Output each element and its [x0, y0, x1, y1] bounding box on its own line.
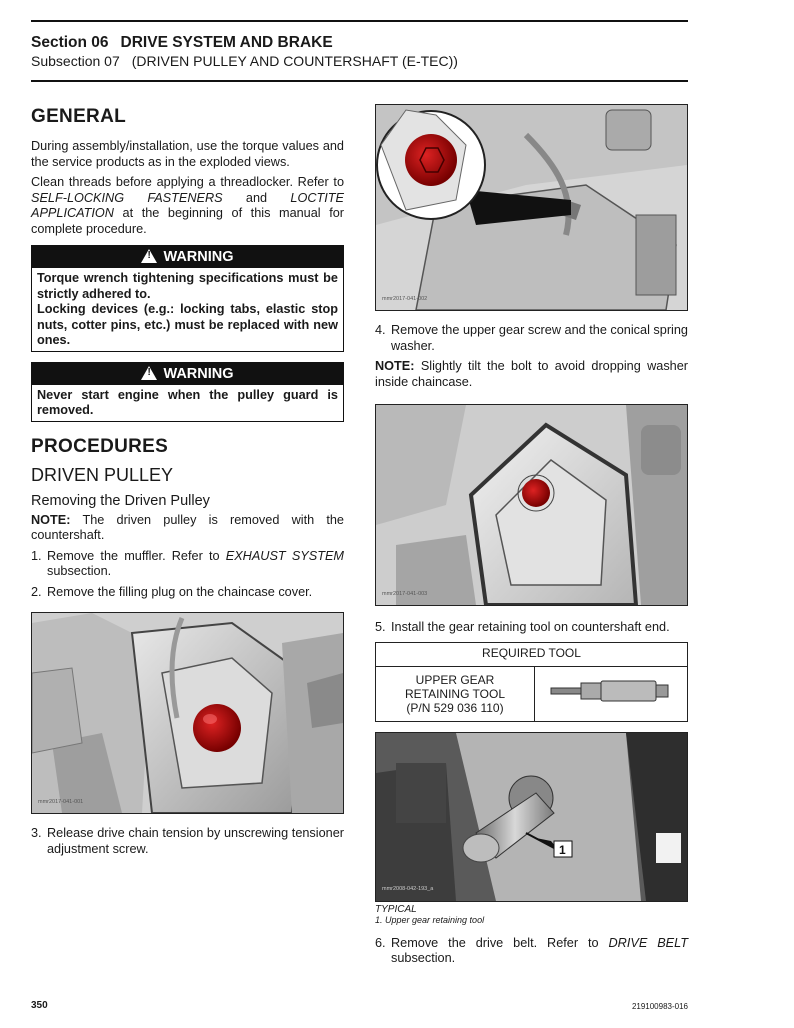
subsection-title: (DRIVEN PULLEY AND COUNTERSHAFT (E-TEC)) [131, 53, 458, 69]
warning-line: Locking devices (e.g.: locking tabs, elastic stop nuts, cotter pins, etc.) must be replaced with new ones. [37, 302, 338, 347]
section-title: DRIVE SYSTEM AND BRAKE [120, 34, 333, 51]
removing-heading: Removing the Driven Pulley [31, 492, 210, 509]
typical-label: TYPICAL [375, 903, 417, 915]
required-tool-table [375, 642, 688, 722]
page-number: 350 [31, 1000, 48, 1011]
warning-triangle-icon [141, 366, 157, 380]
figure-retaining-tool-installed [375, 732, 688, 902]
figure-filling-plug [31, 612, 344, 814]
steps-list-right-2 [375, 620, 688, 636]
figure-code: mmr2008-042-193_a [382, 886, 434, 892]
procedures-heading: PROCEDURES [31, 435, 169, 457]
warning-line: Never start engine when the pulley guard is removed. [37, 387, 338, 417]
document-number: 219100983-016 [631, 1002, 688, 1011]
self-locking-fasteners-link[interactable]: SELF-LOCKING FASTENERS [31, 190, 223, 205]
step-2: 2. Remove the filling plug on the chaincase cover. [31, 584, 313, 599]
warning-body [32, 385, 343, 421]
step-3: 3. Release drive chain tension by unscrewing tensioner adjustment screw. [31, 826, 344, 856]
warning-title: WARNING [163, 365, 234, 382]
figure-code: mmr2017-041-003 [382, 590, 428, 597]
gear-screw-location-illustration [376, 405, 687, 605]
upper-gear-screw-illustration [376, 105, 687, 310]
step-1: 1. Remove the muffler. Refer to EXHAUST SYSTEM subsection. [31, 548, 345, 578]
driven-pulley-heading: DRIVEN PULLEY [31, 464, 174, 485]
exhaust-system-link[interactable]: EXHAUST SYSTEM [225, 548, 345, 563]
drive-belt-link[interactable]: DRIVE BELT [608, 935, 689, 950]
step-6: 6. Remove the drive belt. Refer to DRIVE BELT subsection. [375, 935, 689, 965]
tool-name-cell: UPPER GEAR RETAINING TOOL (P/N 529 036 110) [376, 666, 535, 721]
steps-list [31, 549, 344, 601]
warning-title: WARNING [163, 249, 234, 265]
general-paragraph-2: Clean threads before applying a threadlocker. Refer to SELF-LOCKING FASTENERS and LOCTITE APPLICATION at the beginning of this manual for complete procedure. [31, 175, 344, 236]
warning-header [32, 246, 343, 268]
figure-code: mmr2017-041-002 [382, 295, 428, 302]
tool-image-cell [535, 666, 688, 721]
required-tool-header: REQUIRED TOOL [376, 642, 688, 666]
header-bottom-rule [31, 80, 688, 82]
figure-gear-screw-location [375, 404, 688, 606]
note-label: NOTE: [375, 359, 415, 373]
header-top-rule [31, 20, 688, 22]
note-paragraph: NOTE: Slightly tilt the bolt to avoid dropping washer inside chaincase. [375, 359, 688, 389]
subsection-heading [31, 53, 470, 69]
figure-callout-1: 1 [559, 842, 566, 857]
warning-body [32, 268, 343, 351]
retaining-tool-installed-photo [376, 733, 687, 901]
filling-plug-illustration [32, 613, 343, 813]
general-heading: GENERAL [31, 106, 126, 127]
steps-list-right-3 [375, 936, 688, 967]
warning-line: Torque wrench tightening specifications must be strictly adhered to. [37, 271, 338, 301]
note-label: NOTE: [31, 512, 71, 527]
figure-legend: 1. Upper gear retaining tool [375, 914, 485, 925]
section-heading [31, 34, 345, 52]
figure-upper-gear-screw [375, 104, 688, 311]
warning-box-torque [31, 245, 344, 352]
step-4: 4. Remove the upper gear screw and the conical spring washer. [375, 323, 688, 353]
right-column [375, 104, 688, 972]
warning-triangle-icon [141, 249, 157, 263]
note-paragraph: NOTE: The driven pulley is removed with the countershaft. [31, 512, 344, 542]
section-label: Section 06 [31, 34, 109, 51]
loctite-application-link[interactable]: LOCTITE APPLICATION [31, 190, 344, 220]
figure-code: mmr2017-041-001 [38, 798, 84, 805]
subsection-label: Subsection 07 [31, 53, 120, 69]
step-5: 5. Install the gear retaining tool on countershaft end. [375, 620, 670, 634]
warning-header [32, 363, 343, 385]
left-column [31, 106, 344, 862]
steps-list-continued [31, 826, 344, 857]
warning-box-pulley-guard [31, 362, 344, 422]
general-paragraph-1: During assembly/installation, use the torque values and the service products as in the exploded views. [31, 139, 344, 169]
retaining-tool-icon [546, 671, 676, 711]
steps-list-right [375, 323, 688, 354]
